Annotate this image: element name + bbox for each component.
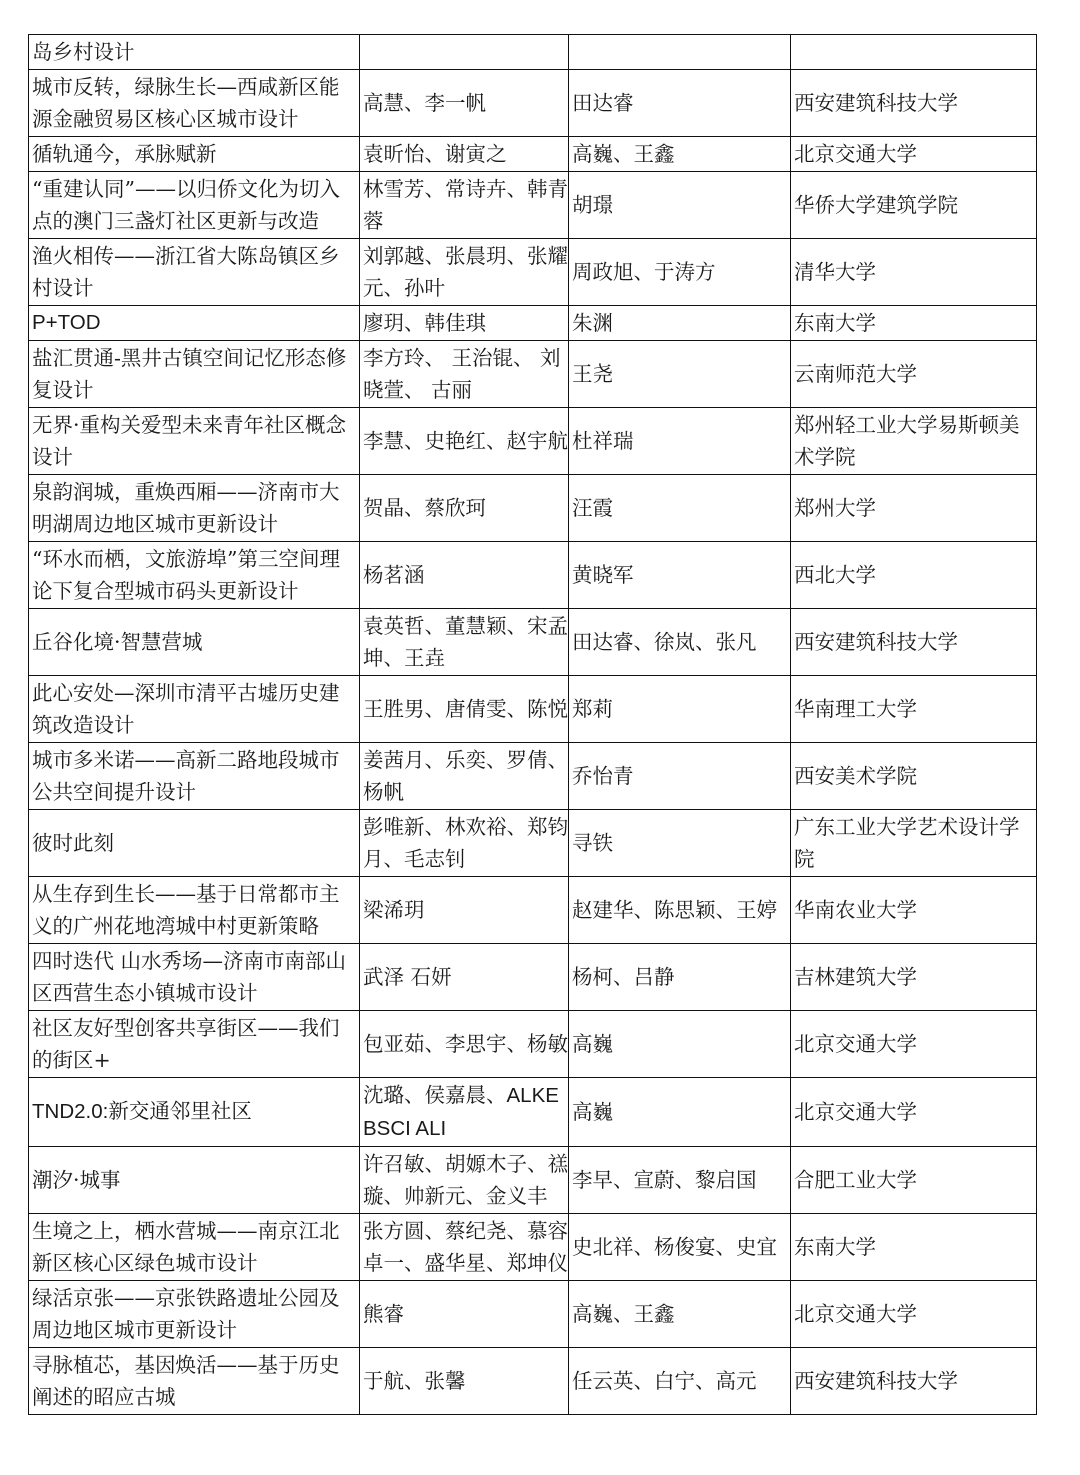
students-cell: 包亚茹、李思宇、杨敏 [360,1011,569,1078]
table-row [29,475,1037,542]
project-cell: 无界·重构关爱型未来青年社区概念设计 [29,408,360,475]
table-row [29,1281,1037,1348]
advisors-cell: 任云英、白宁、高元 [569,1348,791,1415]
project-cell: 泉韵润城，重焕西厢——济南市大明湖周边地区城市更新设计 [29,475,360,542]
school-cell: 清华大学 [791,239,1037,306]
students-cell: 贺晶、蔡欣珂 [360,475,569,542]
school-cell: 西安建筑科技大学 [791,70,1037,137]
advisors-cell: 胡璟 [569,172,791,239]
advisors-cell: 郑莉 [569,676,791,743]
table-row [29,341,1037,408]
students-cell: 王胜男、唐倩雯、陈悦 [360,676,569,743]
advisors-cell: 朱渊 [569,306,791,341]
students-cell: 姜茜月、乐奕、罗倩、杨帆 [360,743,569,810]
school-cell: 北京交通大学 [791,1281,1037,1348]
table-row [29,1011,1037,1078]
students-cell: 武泽 石妍 [360,944,569,1011]
advisors-cell: 李早、宣蔚、黎启国 [569,1147,791,1214]
project-cell: 城市反转，绿脉生长—西咸新区能源金融贸易区核心区城市设计 [29,70,360,137]
students-cell: 袁昕怡、谢寅之 [360,137,569,172]
table-row [29,70,1037,137]
awards-table [28,34,1037,1415]
project-cell: 城市多米诺——高新二路地段城市公共空间提升设计 [29,743,360,810]
students-cell: 袁英哲、董慧颖、宋孟坤、王垚 [360,609,569,676]
school-cell: 华南农业大学 [791,877,1037,944]
school-cell [791,35,1037,70]
advisors-cell: 乔怡青 [569,743,791,810]
project-cell: 四时迭代 山水秀场—济南市南部山区西营生态小镇城市设计 [29,944,360,1011]
table-row [29,743,1037,810]
students-cell: 许召敏、胡嫄木子、禚璇、帅新元、金义丰 [360,1147,569,1214]
project-cell: TND2.0:新交通邻里社区 [29,1078,360,1147]
students-cell: 彭唯新、林欢裕、郑钧月、毛志钊 [360,810,569,877]
table-row [29,408,1037,475]
school-cell: 郑州大学 [791,475,1037,542]
project-cell: 潮汐·城事 [29,1147,360,1214]
school-cell: 云南师范大学 [791,341,1037,408]
advisors-cell: 杨柯、吕静 [569,944,791,1011]
table-body [29,35,1037,1415]
students-cell: 熊睿 [360,1281,569,1348]
school-cell: 华侨大学建筑学院 [791,172,1037,239]
project-cell: 寻脉植芯，基因焕活——基于历史阐述的昭应古城 [29,1348,360,1415]
advisors-cell: 寻铁 [569,810,791,877]
school-cell: 东南大学 [791,1214,1037,1281]
project-cell: “重建认同”——以归侨文化为切入点的澳门三盏灯社区更新与改造 [29,172,360,239]
advisors-cell: 高巍 [569,1078,791,1147]
students-cell: 沈璐、侯嘉晨、ALKEBSCI ALI [360,1078,569,1147]
table-row [29,1348,1037,1415]
students-cell: 刘郭越、张晨玥、张耀元、孙叶 [360,239,569,306]
table-row [29,877,1037,944]
students-cell: 高慧、李一帆 [360,70,569,137]
latin-name-text: ALKEBSCI ALI [363,1084,559,1140]
students-cell [360,35,569,70]
school-cell: 东南大学 [791,306,1037,341]
table-row [29,137,1037,172]
table-row [29,810,1037,877]
students-cell: 林雪芳、常诗卉、韩青蓉 [360,172,569,239]
advisors-cell: 田达睿 [569,70,791,137]
project-cell: 社区友好型创客共享街区——我们的街区+ [29,1011,360,1078]
school-cell: 北京交通大学 [791,1011,1037,1078]
project-cell: 丘谷化境·智慧营城 [29,609,360,676]
school-cell: 西安美术学院 [791,743,1037,810]
table-row [29,172,1037,239]
table-row [29,1214,1037,1281]
project-cell: P+TOD [29,306,360,341]
table-row [29,676,1037,743]
advisors-cell [569,35,791,70]
advisors-cell: 周政旭、于涛方 [569,239,791,306]
advisors-cell: 汪霞 [569,475,791,542]
advisors-cell: 杜祥瑞 [569,408,791,475]
table-row [29,239,1037,306]
table-row [29,35,1037,70]
school-cell: 北京交通大学 [791,1078,1037,1147]
project-cell: 循轨通今，承脉赋新 [29,137,360,172]
table-row [29,1078,1037,1147]
advisors-cell: 赵建华、陈思颖、王婷 [569,877,791,944]
advisors-cell: 王尧 [569,341,791,408]
school-cell: 西安建筑科技大学 [791,1348,1037,1415]
advisors-cell: 高巍 [569,1011,791,1078]
project-cell: “环水而栖，文旅游埠”第三空间理论下复合型城市码头更新设计 [29,542,360,609]
school-cell: 吉林建筑大学 [791,944,1037,1011]
students-cell: 于航、张馨 [360,1348,569,1415]
students-cell: 李慧、史艳红、赵宇航 [360,408,569,475]
advisors-cell: 田达睿、徐岚、张凡 [569,609,791,676]
advisors-cell: 高巍、王鑫 [569,1281,791,1348]
school-cell: 西安建筑科技大学 [791,609,1037,676]
students-cell: 梁浠玥 [360,877,569,944]
school-cell: 合肥工业大学 [791,1147,1037,1214]
school-cell: 华南理工大学 [791,676,1037,743]
table-row [29,306,1037,341]
school-cell: 北京交通大学 [791,137,1037,172]
advisors-cell: 黄晓军 [569,542,791,609]
project-cell: 岛乡村设计 [29,35,360,70]
table-row [29,542,1037,609]
table-row [29,944,1037,1011]
students-cell: 廖玥、韩佳琪 [360,306,569,341]
project-cell: 渔火相传——浙江省大陈岛镇区乡村设计 [29,239,360,306]
students-cell: 张方圆、蔡纪尧、慕容卓一、盛华星、郑坤仪 [360,1214,569,1281]
students-cell: 杨茗涵 [360,542,569,609]
table-row [29,609,1037,676]
students-cell: 李方玲、 王治锟、 刘晓萱、 古丽 [360,341,569,408]
advisors-cell: 高巍、王鑫 [569,137,791,172]
project-cell: 彼时此刻 [29,810,360,877]
project-cell: 盐汇贯通-黑井古镇空间记忆形态修复设计 [29,341,360,408]
school-cell: 广东工业大学艺术设计学院 [791,810,1037,877]
project-cell: 从生存到生长——基于日常都市主义的广州花地湾城中村更新策略 [29,877,360,944]
table-row [29,1147,1037,1214]
school-cell: 西北大学 [791,542,1037,609]
advisors-cell: 史北祥、杨俊宴、史宜 [569,1214,791,1281]
project-cell: 生境之上，栖水营城——南京江北新区核心区绿色城市设计 [29,1214,360,1281]
school-cell: 郑州轻工业大学易斯顿美术学院 [791,408,1037,475]
project-cell: 此心安处—深圳市清平古墟历史建筑改造设计 [29,676,360,743]
project-cell: 绿活京张——京张铁路遗址公园及周边地区城市更新设计 [29,1281,360,1348]
